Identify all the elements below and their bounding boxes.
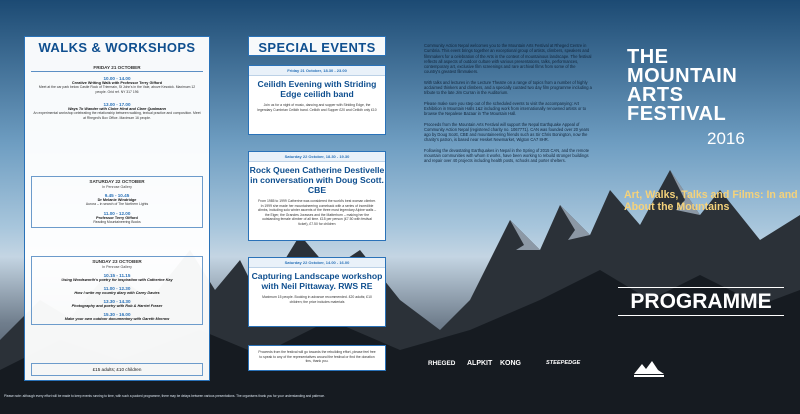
event-time: 9.45 - 10.45 xyxy=(104,193,130,198)
special-event-title: Ceilidh Evening with Striding Edge ceilidh band xyxy=(257,79,377,99)
event-time: 11.00 - 12.00 xyxy=(103,210,131,216)
event-desc: Aurora – in search of The Northern Lights xyxy=(85,202,149,206)
saturday-venue: In Penrose Gallery xyxy=(102,185,132,189)
walks-workshops-panel xyxy=(24,36,210,381)
event-time: 10.15 - 11.15 xyxy=(103,273,131,278)
sunday-event-4 xyxy=(40,312,194,321)
festival-title-line: FESTIVAL xyxy=(627,103,727,125)
special-event-title: Rock Queen Catherine Destivelle in conversation with Doug Scott. CBE xyxy=(249,165,385,195)
saturday-section xyxy=(31,176,203,228)
steepedge-logo: STEEPEDGE xyxy=(546,360,581,366)
intro-paragraph: Community Action Nepal welcomes you to the Mountain Arts Festival at Rheged Centre in Cumbria. This event brings together an exceptional group of artists, climbers, speakers and filmmakers for a celebration of the Arts in the context of mountainous landscape. The festival reflects all aspects of outdoor culture with various presentations, talks, performances, contemporary art, exclusive film screenings and rare archival films from some of the country's greatest filmmakers. xyxy=(424,43,592,75)
event-time: 13.00 - 17.00 xyxy=(103,102,131,108)
special-event-desc: Join us for a night of music, dancing and supper with Striding Edge, the legendary Cumbrian Ceilidh band. Ceilidh and Supper £20 and Ceilidh only £10 xyxy=(257,103,377,112)
sunday-heading: SUNDAY 23 OCTOBER xyxy=(92,259,142,264)
event-time: 11.00 - 12.30 xyxy=(103,286,131,291)
event-time: 13.30 - 14.30 xyxy=(103,299,131,304)
intro-paragraph: Please make sure you step out of the scheduled events to visit the accompanying: Art Exhibition in Mountain Halls 1&2 including work from internationally renowned artists or to browse the Nepalese Bazaar in The Mountain Hall. xyxy=(424,100,587,117)
festival-year: 2016 xyxy=(707,129,745,148)
saturday-event-2 xyxy=(40,211,194,225)
special-event-date: Saturday 22 October, 18.30 - 19.30 xyxy=(249,152,385,162)
event-name: Professor Terry Gifford xyxy=(96,215,138,220)
event-desc: Meet at the car park below Castle Rock of Triermain, St John's in the Vale, above Keswick. Maximum 12 people. Grid ref. NY 317 196 xyxy=(38,85,196,94)
sunday-event-3 xyxy=(40,299,194,308)
event-name: Photography and poetry with Rob & Harriet Fraser xyxy=(71,304,163,308)
event-desc: An experimental workshop celebrating the relationship between walking, textual practice and composition. Meet at Rheged's Box Office. Maximum 16 people. xyxy=(33,111,201,120)
festival-title xyxy=(627,48,787,124)
friday-event-1 xyxy=(33,76,201,94)
saturday-heading: SATURDAY 22 OCTOBER xyxy=(89,179,145,184)
proceeds-note: Proceeds from the festival will go towards the rebuilding effort, please feel free to speak to any of the representatives around the festival or find the donation tins, thank you. xyxy=(248,345,386,371)
special-event-2 xyxy=(248,151,386,241)
programme-heading: PROGRAMME xyxy=(618,287,784,316)
kong-logo: KONG xyxy=(500,360,521,367)
event-name: How I write my country diary with Carey Davies xyxy=(74,291,160,295)
event-time: 10.00 - 14.00 xyxy=(103,76,131,81)
festival-title-line: MOUNTAIN xyxy=(627,65,738,87)
special-event-date: Friday 21 October, 18.30 - 23.00 xyxy=(249,66,385,76)
intro-paragraph: Proceeds from the Mountain Arts Festival will support the Nepal Earthquake Appeal of Community Action Nepal (registered charity no. 1067771). CAN was founded over 20 years ago by Doug Scott, CBE and mountaineering friends such as Sir Chris Bonington, now the charity's patron, is based near Hesket Newmarket, Wigton CA7 8HR. xyxy=(424,121,590,143)
sunday-event-2 xyxy=(40,286,194,295)
special-event-desc: From 1985 to 1999 Catherine was considered the world's best woman climber. In 1999 she made her mountaineering comeback with a series of incredible climbs, including solo winter ascents of the three most legendary Alpine walls – the Eiger, the Grandes Jorasses and the Matterhorn – making her the outstanding female climber of all time. £15 per person (£7.50 with festival ticket), £7.50 for children xyxy=(257,199,377,226)
festival-subtitle: Art, Walks, Talks and Films: In and About the Mountains xyxy=(624,189,798,213)
sunday-event-1 xyxy=(40,273,194,282)
price-box: £15 adults; £10 children xyxy=(31,363,203,376)
intro-paragraph: Following the devastating Earthquakes in Nepal in the Spring of 2015 CAN, and the remote mountain communities with whom it works, have been working to rebuild stronger buildings and repair over 40 projects including health posts, schools and porter shelters. xyxy=(424,147,589,164)
intro-text xyxy=(424,43,592,169)
special-events-header xyxy=(248,36,386,56)
alpkit-logo: ALPKIT xyxy=(467,360,493,367)
walks-title: WALKS & WORKSHOPS xyxy=(38,40,196,55)
special-event-3 xyxy=(248,257,386,327)
friday-heading: FRIDAY 21 OCTOBER xyxy=(31,63,203,72)
friday-section xyxy=(25,63,209,120)
special-event-1 xyxy=(248,65,386,135)
friday-event-2 xyxy=(33,102,201,120)
event-name: Make your own outdoor documentary with Gareth Morrow xyxy=(64,317,170,321)
event-time: 15.30 - 16.00 xyxy=(103,312,131,317)
special-event-date: Saturday 22 October, 14.00 - 16.00 xyxy=(249,258,385,268)
special-event-title: Capturing Landscape workshop with Neil Pittaway. RWS RE xyxy=(251,271,383,291)
festival-title-line: ARTS xyxy=(627,84,684,106)
festival-title-line: THE xyxy=(627,46,669,68)
event-name: Using Wordsworth's poetry for inspiration with Catherine Kay xyxy=(61,278,173,282)
rheged-logo: RHEGED xyxy=(428,360,456,367)
saturday-event-1 xyxy=(40,193,194,207)
sunday-section xyxy=(31,256,203,325)
event-desc: Reading Mountaineering Books xyxy=(93,219,141,224)
sunday-venue: In Penrose Gallery xyxy=(102,265,132,269)
special-title: SPECIAL EVENTS xyxy=(258,40,376,55)
event-name: Ways To Wander with Claire Hind and Clare Qualmann xyxy=(67,107,167,112)
event-name: Creative Writing Walk with Professor Terry Gifford xyxy=(71,81,163,85)
special-event-desc: Maximum 15 people. Booking in advance recommended. £20 adults; £10 children; the price includes materials xyxy=(262,295,372,304)
footer-note: Please note: although every effort will be made to keep events running to time, with such a packed programme, there may be delays between various presentations. The organisers thank you for your understanding and patience. xyxy=(4,394,325,398)
event-name: Dr Melanie Windridge xyxy=(97,198,137,202)
intro-paragraph: With talks and lectures in the Lecture Theatre on a range of topics from a number of highly acclaimed thinkers and climbers, and a specially curated two day film programme including a tribute to the late Jim Curran in the Auditorium. xyxy=(424,79,592,96)
community-action-nepal-logo xyxy=(634,360,664,378)
